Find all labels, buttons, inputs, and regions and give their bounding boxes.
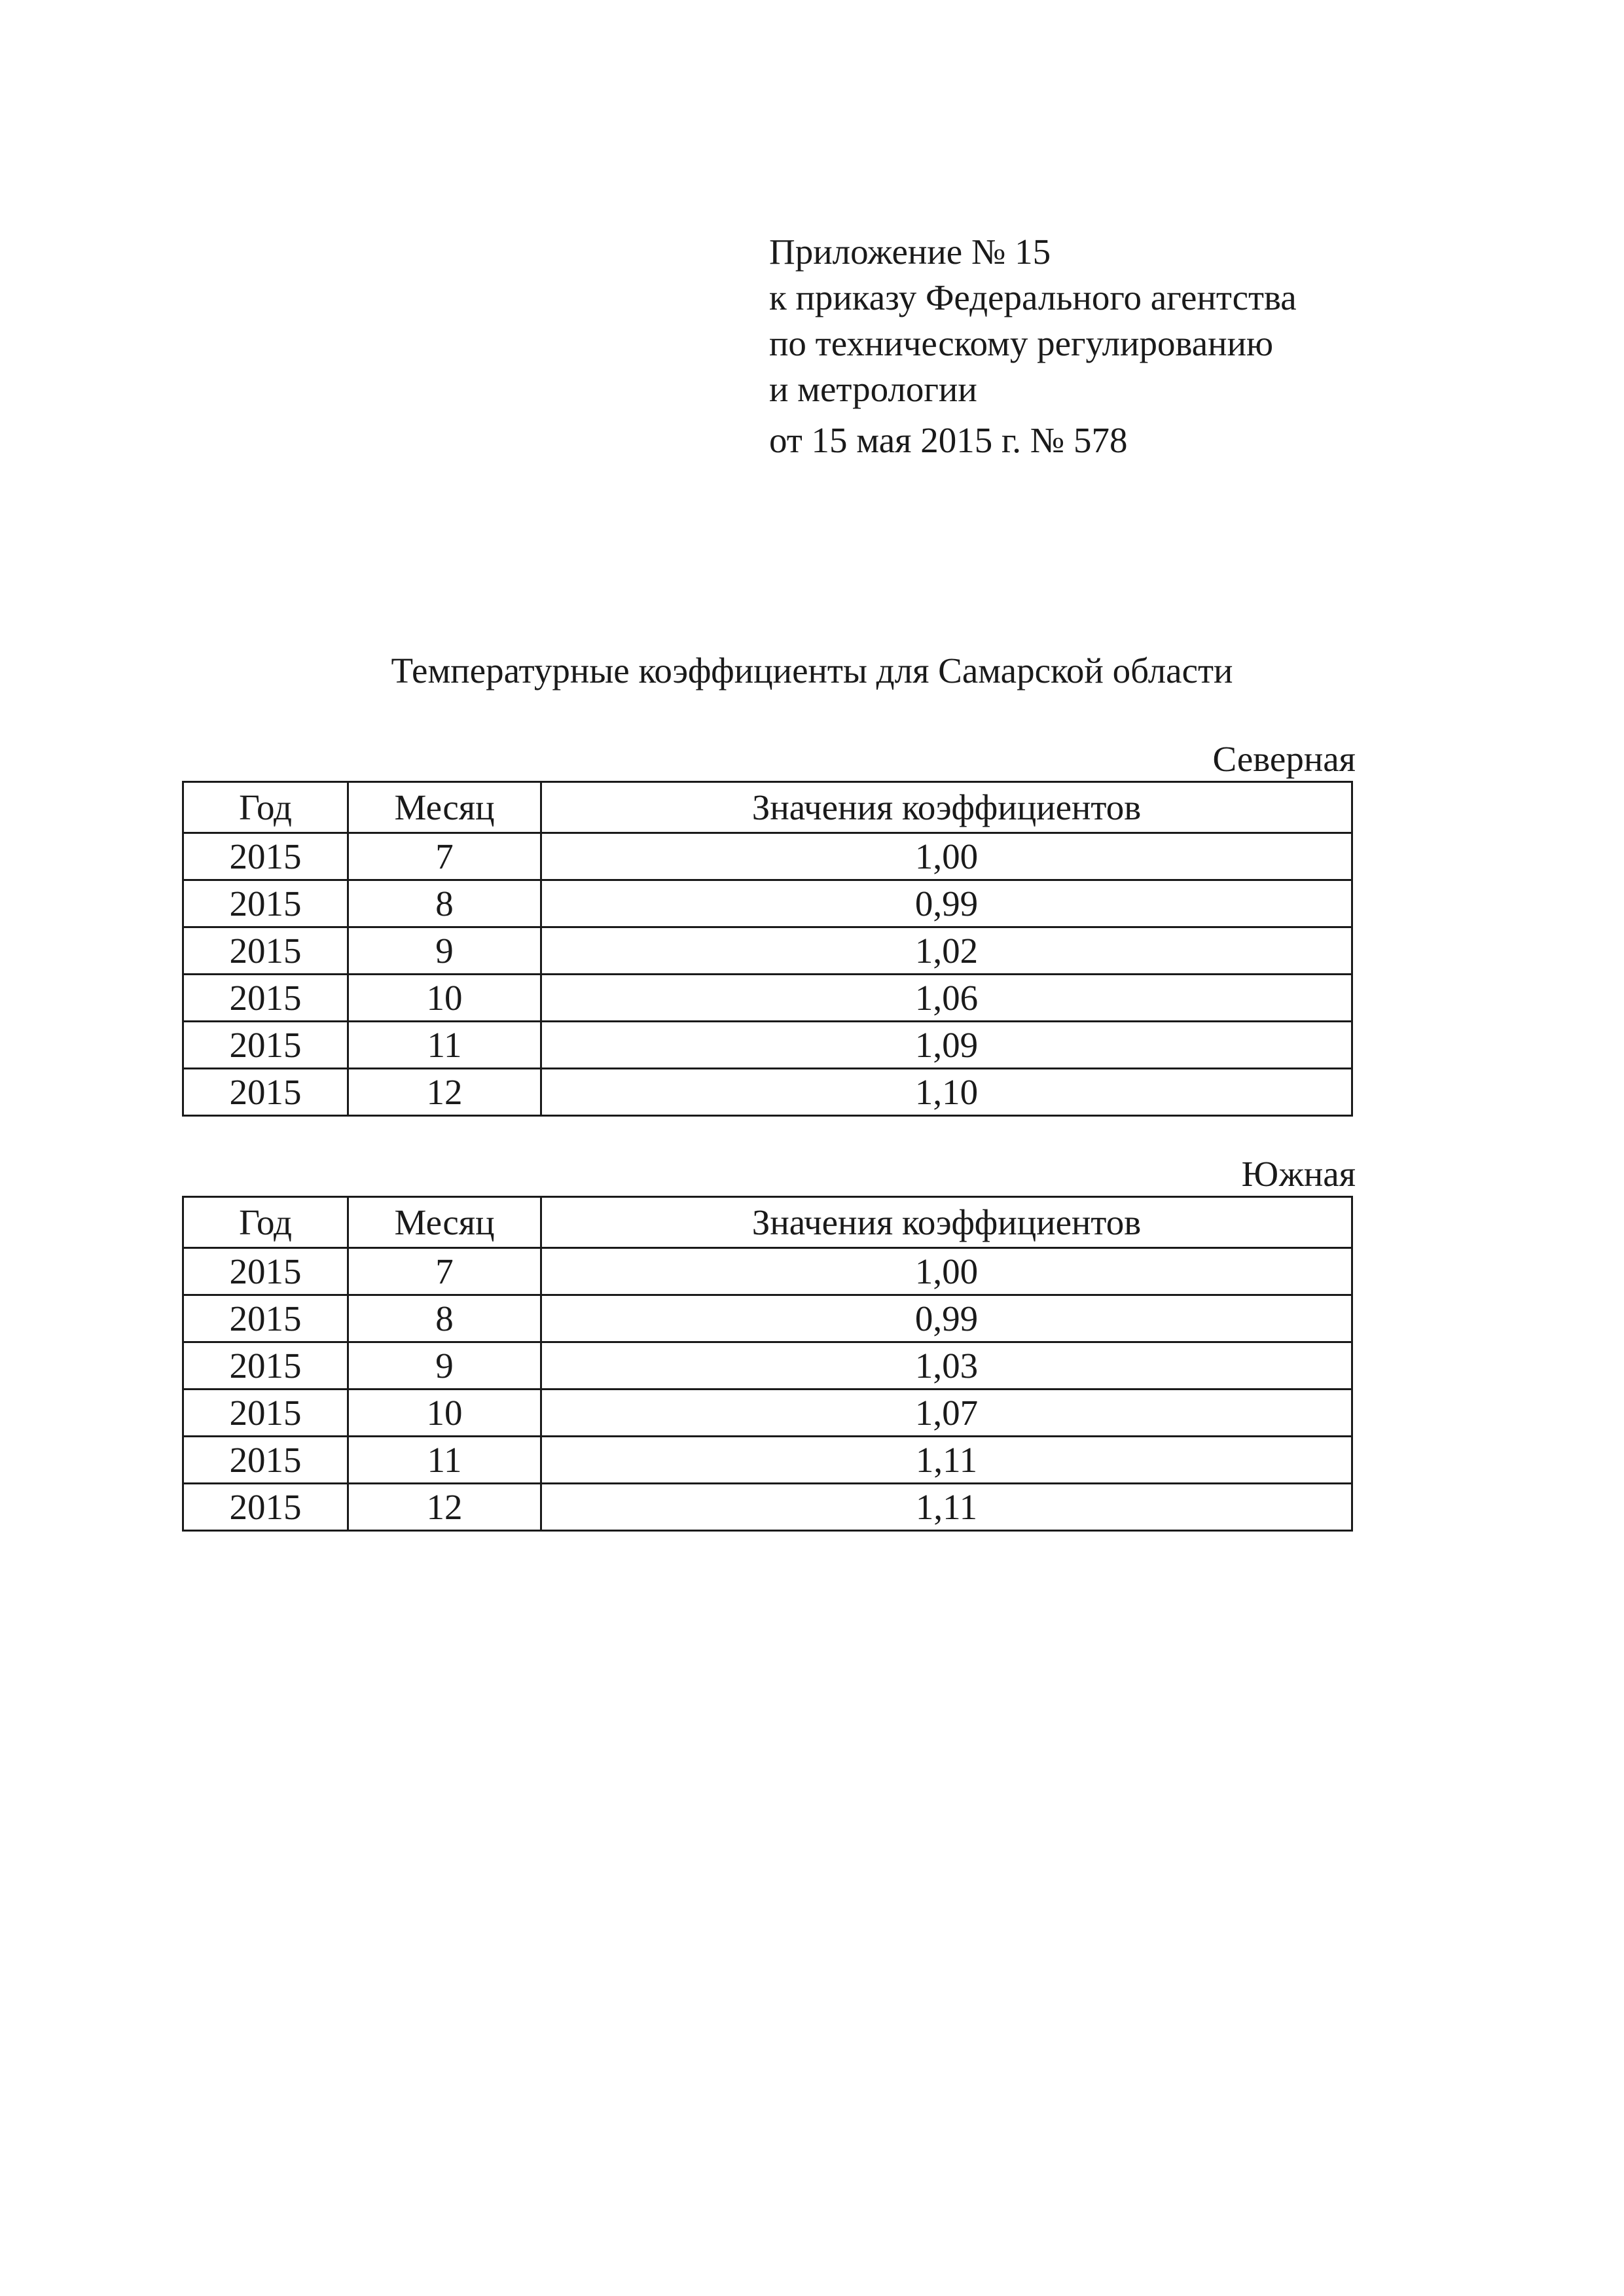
column-header-month: Месяц: [348, 782, 541, 833]
table-row: [183, 1295, 1352, 1342]
cell-year: 2015: [183, 1069, 348, 1116]
appendix-number: Приложение № 15: [769, 232, 1051, 272]
table-row: [183, 1248, 1352, 1295]
table-header-row: [183, 782, 1352, 833]
appendix-order-ref: к приказу Федерального агентства: [769, 278, 1297, 317]
appendix-order-date: от 15 мая 2015 г. № 578: [769, 420, 1128, 460]
cell-value: 1,11: [541, 1437, 1352, 1484]
cell-month: 10: [348, 1390, 541, 1437]
table-row: [183, 927, 1352, 975]
cell-year: 2015: [183, 1390, 348, 1437]
table-row: [183, 1069, 1352, 1116]
column-header-value: Значения коэффициентов: [541, 782, 1352, 833]
cell-year: 2015: [183, 880, 348, 927]
table-row: [183, 975, 1352, 1022]
region-label-south: Южная: [1241, 1154, 1356, 1194]
table-row: [183, 1437, 1352, 1484]
cell-value: 1,06: [541, 975, 1352, 1022]
cell-value: 0,99: [541, 880, 1352, 927]
column-header-month: Месяц: [348, 1197, 541, 1248]
table-row: [183, 1022, 1352, 1069]
appendix-agency-line: по техническому регулированию: [769, 323, 1274, 363]
column-header-value: Значения коэффициентов: [541, 1197, 1352, 1248]
cell-value: 1,07: [541, 1390, 1352, 1437]
cell-year: 2015: [183, 1022, 348, 1069]
cell-month: 10: [348, 975, 541, 1022]
cell-value: 1,09: [541, 1022, 1352, 1069]
cell-year: 2015: [183, 1437, 348, 1484]
region-label-north: Северная: [1212, 739, 1356, 779]
cell-year: 2015: [183, 975, 348, 1022]
table-row: [183, 880, 1352, 927]
document-title: Температурные коэффициенты для Самарской области: [391, 651, 1233, 691]
cell-month: 12: [348, 1069, 541, 1116]
cell-value: 1,10: [541, 1069, 1352, 1116]
table-row: [183, 1390, 1352, 1437]
cell-year: 2015: [183, 833, 348, 880]
cell-value: 0,99: [541, 1295, 1352, 1342]
cell-year: 2015: [183, 1295, 348, 1342]
cell-month: 11: [348, 1437, 541, 1484]
cell-month: 9: [348, 1342, 541, 1390]
cell-month: 7: [348, 833, 541, 880]
cell-year: 2015: [183, 1484, 348, 1531]
table-row: [183, 1484, 1352, 1531]
coefficients-table-south: [182, 1196, 1353, 1532]
cell-month: 11: [348, 1022, 541, 1069]
table-row: [183, 833, 1352, 880]
appendix-header: [769, 229, 1297, 463]
cell-year: 2015: [183, 1342, 348, 1390]
cell-value: 1,00: [541, 833, 1352, 880]
appendix-agency-line-end: и метрологии: [769, 369, 977, 409]
column-header-year: Год: [183, 782, 348, 833]
table-header-row: [183, 1197, 1352, 1248]
cell-value: 1,11: [541, 1484, 1352, 1531]
cell-year: 2015: [183, 1248, 348, 1295]
table-row: [183, 1342, 1352, 1390]
cell-month: 7: [348, 1248, 541, 1295]
cell-month: 8: [348, 1295, 541, 1342]
cell-value: 1,02: [541, 927, 1352, 975]
column-header-year: Год: [183, 1197, 348, 1248]
cell-value: 1,03: [541, 1342, 1352, 1390]
cell-month: 12: [348, 1484, 541, 1531]
cell-year: 2015: [183, 927, 348, 975]
cell-value: 1,00: [541, 1248, 1352, 1295]
cell-month: 8: [348, 880, 541, 927]
coefficients-table-north: [182, 781, 1353, 1117]
cell-month: 9: [348, 927, 541, 975]
